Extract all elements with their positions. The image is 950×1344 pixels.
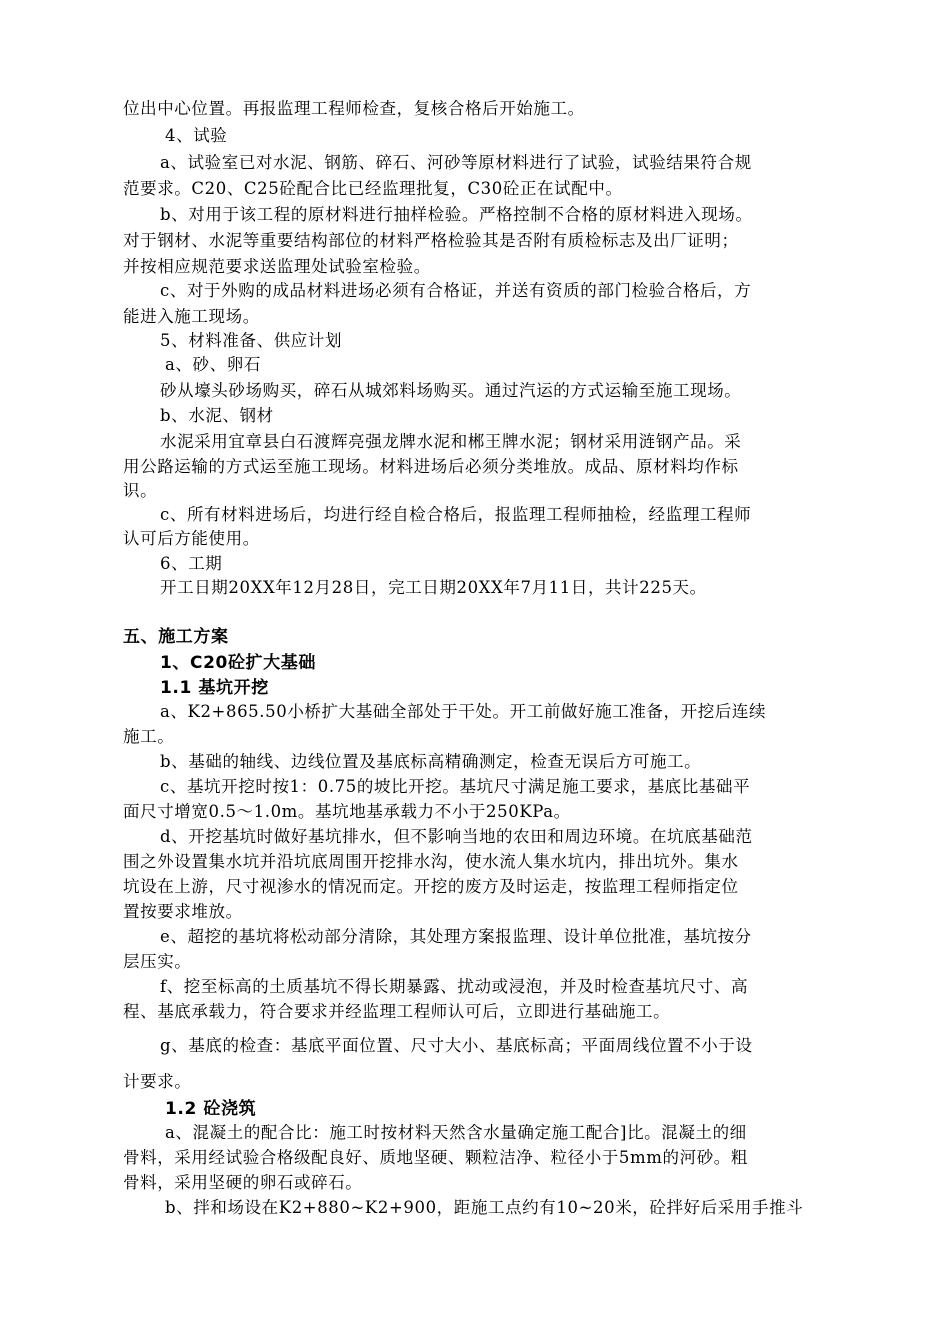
text-line: b、拌和场设在K2+880~K2+900，距施工点约有10~20米，砼拌好后采用手推斗 xyxy=(165,1198,804,1217)
text-line: 骨料，采用经试验合格级配良好、质地坚硬、颗粒洁净、粒径小于5mm的河砂。粗 xyxy=(123,1148,748,1167)
text-line: 计要求。 xyxy=(123,1072,192,1091)
text-line: 面尺寸增宽0.5～1.0m。基坑地基承载力不小于250KPa。 xyxy=(123,802,571,821)
text-line: g、基底的检查：基底平面位置、尺寸大小、基底标高；平面周线位置不小于设 xyxy=(160,1036,753,1055)
text-line: b、对用于该工程的原材料进行抽样检验。严格控制不合格的原材料进入现场。 xyxy=(160,205,753,224)
text-line: f、挖至标高的土质基坑不得长期暴露、扰动或浸泡，并及时检查基坑尺寸、高 xyxy=(160,977,749,996)
text-line: 用公路运输的方式运至施工现场。材料进场后必须分类堆放。成品、原材料均作标 xyxy=(123,457,739,476)
text-line: 并按相应规范要求送监理处试验室检验。 xyxy=(123,257,431,276)
text-line: 围之外设置集水坑并沿坑底周围开挖排水沟，使水流人集水坑内，排出坑外。集水 xyxy=(123,852,739,871)
text-line: 认可后方能使用。 xyxy=(123,529,260,548)
text-line: 范要求。C20、C25砼配合比已经监理批复，C30砼正在试配中。 xyxy=(123,179,623,198)
text-line: 砂从壕头砂场购买，碎石从城郊料场购买。通过汽运的方式运输至施工现场。 xyxy=(160,381,742,400)
text-line: 层压实。 xyxy=(123,952,192,971)
section-heading: 1、C20砼扩大基础 xyxy=(160,653,316,673)
text-line: 识。 xyxy=(123,481,158,500)
text-line: 开工日期20XX年12月28日，完工日期20XX年7月11日，共计225天。 xyxy=(160,578,707,597)
section-heading: 4、试验 xyxy=(165,126,228,145)
text-line: 施工。 xyxy=(123,727,175,746)
section-heading: 5、材料准备、供应计划 xyxy=(160,331,343,350)
section-heading: 6、工期 xyxy=(160,554,223,573)
text-line: 对于钢材、水泥等重要结构部位的材料严格检验其是否附有质检标志及出厂证明； xyxy=(123,231,739,250)
text-line: 骨料，采用坚硬的卵石或碎石。 xyxy=(123,1173,363,1192)
text-line: 能进入施工现场。 xyxy=(123,307,260,326)
text-line: 位出中心位置。再报监理工程师检查，复核合格后开始施工。 xyxy=(123,99,585,118)
text-line: e、超挖的基坑将松动部分清除，其处理方案报监理、设计单位批准，基坑按分 xyxy=(160,927,752,946)
text-line: c、对于外购的成品材料进场必须有合格证，并送有资质的部门检验合格后，方 xyxy=(160,281,752,300)
text-line: d、开挖基坑时做好基坑排水，但不影响当地的农田和周边环境。在坑底基础范 xyxy=(160,827,753,846)
text-line: b、水泥、钢材 xyxy=(160,406,274,425)
text-line: a、混凝土的配合比：施工时按材料天然含水量确定施工配合]比。混凝土的细 xyxy=(165,1123,747,1142)
subsection-heading: 1.1 基坑开挖 xyxy=(160,678,269,698)
text-line: a、K2+865.50小桥扩大基础全部处于干处。开工前做好施工准备，开挖后连续 xyxy=(160,702,767,721)
text-line: 水泥采用宜章县白石渡辉亮强龙牌水泥和郴王牌水泥；钢材采用涟钢产品。采 xyxy=(160,432,742,451)
text-line: 坑设在上游，尺寸视渗水的情况而定。开挖的废方及时运走，按监理工程师指定位 xyxy=(123,877,739,896)
text-line: a、砂、卵石 xyxy=(165,355,261,374)
text-line: c、所有材料进场后，均进行经自检合格后，报监理工程师抽检，经监理工程师 xyxy=(160,505,752,524)
text-line: a、试验室已对水泥、钢筋、碎石、河砂等原材料进行了试验，试验结果符合规 xyxy=(160,153,752,172)
text-line: 置按要求堆放。 xyxy=(123,902,243,921)
chapter-heading: 五、施工方案 xyxy=(123,627,229,647)
subsection-heading: 1.2 砼浇筑 xyxy=(165,1099,257,1119)
text-line: c、基坑开挖时按1：0.75的坡比开挖。基坑尺寸满足施工要求，基底比基础平 xyxy=(160,777,751,796)
text-line: b、基础的轴线、边线位置及基底标高精确测定，检查无误后方可施工。 xyxy=(160,752,702,771)
text-line: 程、基底承载力，符合要求并经监理工程师认可后，立即进行基础施工。 xyxy=(123,1002,671,1021)
